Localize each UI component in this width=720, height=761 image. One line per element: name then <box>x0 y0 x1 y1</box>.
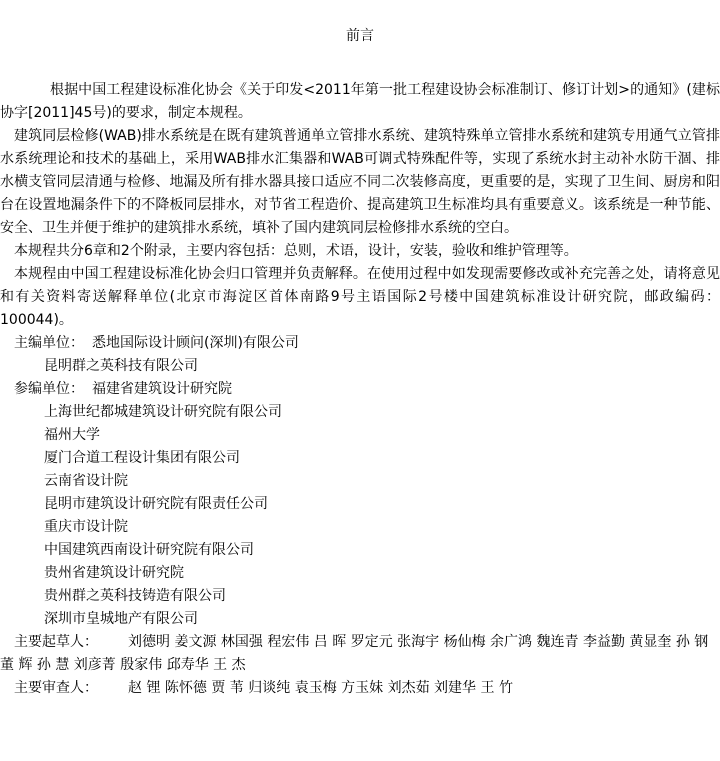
paragraph-contents: 本规程共分6章和2个附录，主要内容包括：总则，术语，设计，安装，验收和维护管理等。 <box>14 243 578 259</box>
drafters-label: 主要起草人： <box>14 634 98 650</box>
reviewers-row <box>0 677 720 700</box>
chief-editor-label: 主编单位： <box>14 335 84 351</box>
participating-unit: 福州大学 <box>44 427 100 443</box>
paragraph-management: 本规程由中国工程建设标准化协会归口管理并负责解释。在使用过程中如发现需要修改或补充完善之处，请将意见和有关资料寄送解释单位(北京市海淀区首体南路9号主语国际2号楼中国建筑标准设计研究院，邮政编码：100044)。 <box>0 266 720 328</box>
participating-unit: 重庆市设计院 <box>44 519 128 535</box>
participating-unit: 贵州省建筑设计研究院 <box>44 565 184 581</box>
reviewers-label: 主要审查人： <box>14 680 98 696</box>
participating-unit: 中国建筑西南设计研究院有限公司 <box>44 542 254 558</box>
reviewers-names: 赵 锂 陈怀德 贾 苇 归谈纯 袁玉梅 方玉妹 刘杰茹 刘建华 王 竹 <box>128 680 513 696</box>
participating-unit: 深圳市皇城地产有限公司 <box>44 611 198 627</box>
participating-editors-row <box>0 378 720 401</box>
participating-unit: 上海世纪都城建筑设计研究院有限公司 <box>44 404 282 420</box>
drafters-row <box>0 631 720 677</box>
paragraph-basis: 根据中国工程建设标准化协会《关于印发<2011年第一批工程建设协会标准制订、修订计划>的通知》(建标协字[2011]45号)的要求，制定本规程。 <box>0 82 720 121</box>
chief-editor-unit: 悉地国际设计顾问(深圳)有限公司 <box>92 335 299 351</box>
participating-editors-label: 参编单位： <box>14 381 84 397</box>
participating-unit: 云南省设计院 <box>44 473 128 489</box>
participating-unit: 厦门合道工程设计集团有限公司 <box>44 450 240 466</box>
chief-editor-row <box>0 332 720 355</box>
chief-editor-unit: 昆明群之英科技有限公司 <box>44 358 198 374</box>
participating-unit: 福建省建筑设计研究院 <box>92 381 232 397</box>
drafters-names: 刘德明 姜文源 林国强 程宏伟 吕 晖 罗定元 张海宇 杨仙梅 余广鸿 魏连青 李益勤 黄显奎 孙 钢 董 辉 孙 慧 刘彦菁 殷家伟 邱寿华 王 杰 <box>0 634 709 673</box>
participating-unit: 昆明市建筑设计研究院有限责任公司 <box>44 496 268 512</box>
participating-unit: 贵州群之英科技铸造有限公司 <box>44 588 226 604</box>
paragraph-system-description: 建筑同层检修(WAB)排水系统是在既有建筑普通单立管排水系统、建筑特殊单立管排水系统和建筑专用通气立管排水系统理论和技术的基础上，采用WAB排水汇集器和WAB可调式特殊配件等，实现了系统水封主动补水防干涸、排水横支管同层清通与检修、地漏及所有排水器具接口适应不同二次装修高度，更重要的是，实现了卫生间、厨房和阳台在设置地漏条件下的不降板同层排水，对节省工程造价、提高建筑卫生标准均具有重要意义。该系统是一种节能、安全、卫生并便于维护的建筑排水系统，填补了国内建筑同层检修排水系统的空白。 <box>0 128 720 236</box>
preface-title: 前言 <box>346 28 374 44</box>
